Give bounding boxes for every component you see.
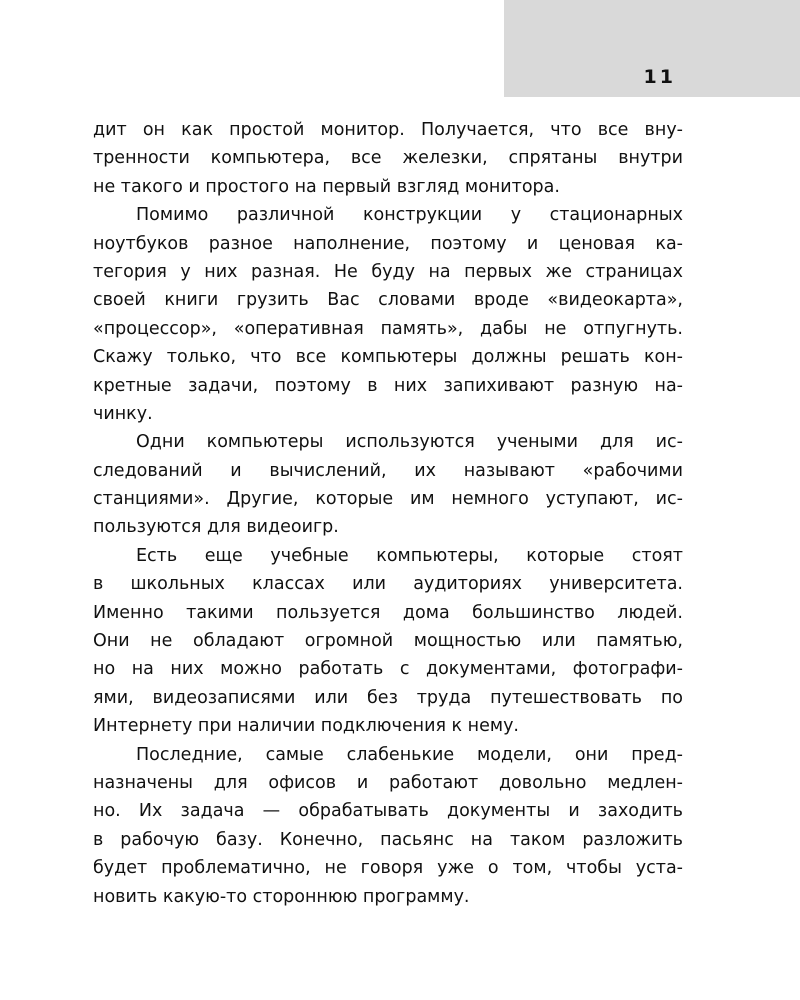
text-line: Скажу только, что все компьютеры должны решать кон- <box>93 347 683 368</box>
page-header-box <box>504 0 800 97</box>
text-line: назначены для офисов и работают довольно медлен- <box>93 772 683 793</box>
text-line: своей книги грузить Вас словами вроде «видеокарта», <box>93 290 683 311</box>
text-line: дит он как простой монитор. Получается, что все вну- <box>93 120 683 140</box>
text-line: тренности компьютера, все железки, спрятаны внутри <box>93 148 683 169</box>
text-line: не такого и простого на первый взгляд монитора. <box>93 176 560 197</box>
text-line: новить какую-то стороннюю программу. <box>93 886 470 907</box>
text-line: но. Их задача — обрабатывать документы и заходить <box>93 801 683 822</box>
text-line: станциями». Другие, которые им немного уступают, ис- <box>93 489 683 510</box>
text-line: Помимо различной конструкции у стационарных <box>136 205 683 226</box>
text-line: пользуются для видеоигр. <box>93 517 339 538</box>
text-line: в школьных классах или аудиториях университета. <box>93 574 683 595</box>
text-line: Есть еще учебные компьютеры, которые стоят <box>136 545 683 566</box>
text-line: Именно такими пользуется дома большинство людей. <box>93 602 683 623</box>
text-line: тегория у них разная. Не буду на первых же страницах <box>93 261 683 282</box>
text-line: Интернету при наличии подключения к нему. <box>93 716 519 737</box>
text-line: ноутбуков разное наполнение, поэтому и ценовая ка- <box>93 233 683 254</box>
text-line: Они не обладают огромной мощностью или памятью, <box>93 631 683 652</box>
text-line: кретные задачи, поэтому в них запихивают разную на- <box>93 375 683 396</box>
text-line: ями, видеозаписями или без труда путешествовать по <box>93 687 683 708</box>
page-number: 11 <box>643 66 676 88</box>
text-line: но на них можно работать с документами, фотографи- <box>93 659 683 680</box>
text-line: в рабочую базу. Конечно, пасьянс на таком разложить <box>93 829 683 850</box>
text-line: чинку. <box>93 403 153 424</box>
body-text <box>93 116 683 911</box>
text-line: следований и вычислений, их называют «рабочими <box>93 460 683 481</box>
text-line: Последние, самые слабенькие модели, они пред- <box>136 744 683 765</box>
text-line: будет проблематично, не говоря уже о том, чтобы уста- <box>93 858 683 879</box>
text-line: Одни компьютеры используются учеными для ис- <box>136 432 683 453</box>
text-line: «процессор», «оперативная память», дабы не отпугнуть. <box>93 318 683 339</box>
